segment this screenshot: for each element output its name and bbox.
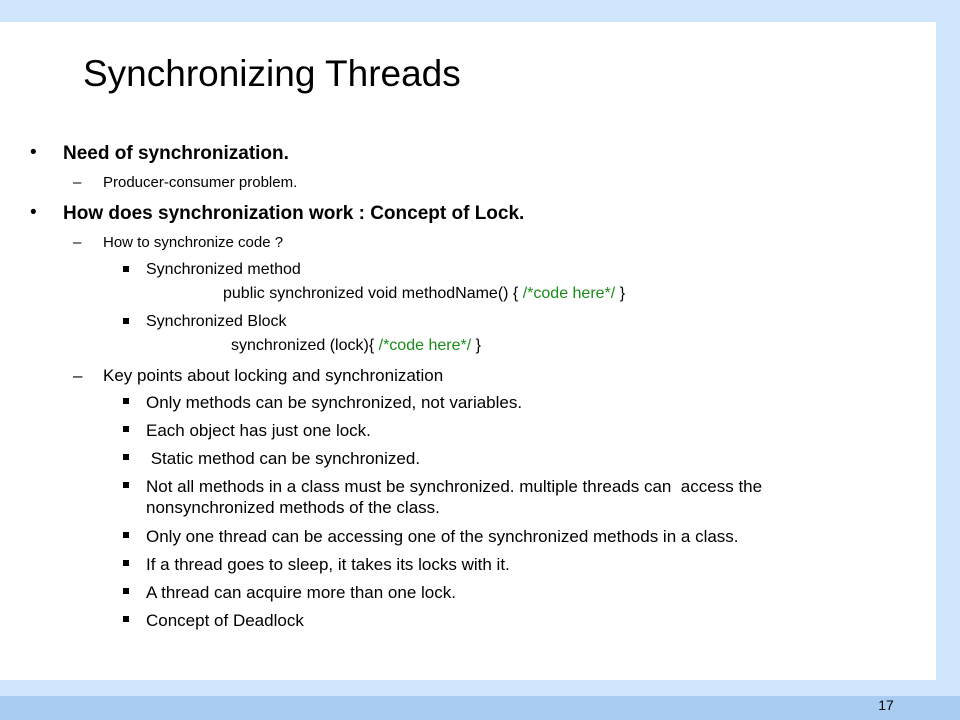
bullet-square [123, 482, 129, 488]
bullet-square [123, 588, 129, 594]
bullet-producer-consumer: Producer-consumer problem. [103, 174, 298, 191]
bullet-dot: • [30, 142, 37, 163]
bullet-need-synchronization: Need of synchronization. [63, 143, 289, 164]
bullet-dash: – [73, 234, 82, 251]
code-comment: /*code here*/ [522, 285, 616, 302]
code-synchronized-block [231, 336, 481, 356]
slide-frame-bottom [0, 680, 960, 696]
key-point-7: A thread can acquire more than one lock. [146, 583, 456, 602]
key-point-6: If a thread goes to sleep, it takes its locks with it. [146, 555, 510, 574]
bullet-synchronized-block: Synchronized Block [146, 313, 287, 330]
bullet-key-points: Key points about locking and synchronization [103, 366, 444, 385]
page-number: 17 [878, 697, 894, 713]
bullet-square [123, 616, 129, 622]
bullet-dash: – [73, 174, 82, 191]
bullet-square [123, 398, 129, 404]
code-text: public synchronized void methodName() { [223, 285, 519, 302]
code-comment: /*code here*/ [378, 337, 472, 354]
code-synchronized-method [223, 284, 625, 304]
bullet-square [123, 454, 129, 460]
bullet-square [123, 426, 129, 432]
key-point-2: Each object has just one lock. [146, 421, 371, 440]
key-point-1: Only methods can be synchronized, not variables. [146, 393, 523, 412]
code-close-brace: } [475, 337, 481, 354]
slide-title: Synchronizing Threads [83, 53, 461, 94]
key-point-3: Static method can be synchronized. [146, 449, 421, 468]
bullet-dash: – [73, 366, 83, 385]
bullet-dot: • [30, 202, 37, 223]
bullet-how-synchronization-works: How does synchronization work : Concept of Lock. [63, 203, 525, 224]
slide-frame-right [936, 0, 960, 720]
key-point-8: Concept of Deadlock [146, 611, 304, 630]
key-point-5: Only one thread can be accessing one of the synchronized methods in a class. [146, 527, 739, 546]
key-point-4-line-2: nonsynchronized methods of the class. [146, 498, 440, 517]
slide-frame-top [0, 0, 960, 22]
key-point-4-line-1: Not all methods in a class must be synchronized. multiple threads can access the [146, 477, 763, 496]
slide-footer-bar [0, 696, 960, 720]
code-text: synchronized (lock){ [231, 337, 375, 354]
bullet-square [123, 532, 129, 538]
bullet-how-to-synchronize: How to synchronize code ? [103, 234, 284, 251]
code-close-brace: } [619, 285, 626, 302]
bullet-square [123, 560, 129, 566]
bullet-square [123, 266, 129, 272]
bullet-synchronized-method: Synchronized method [146, 261, 301, 278]
bullet-square [123, 318, 129, 324]
